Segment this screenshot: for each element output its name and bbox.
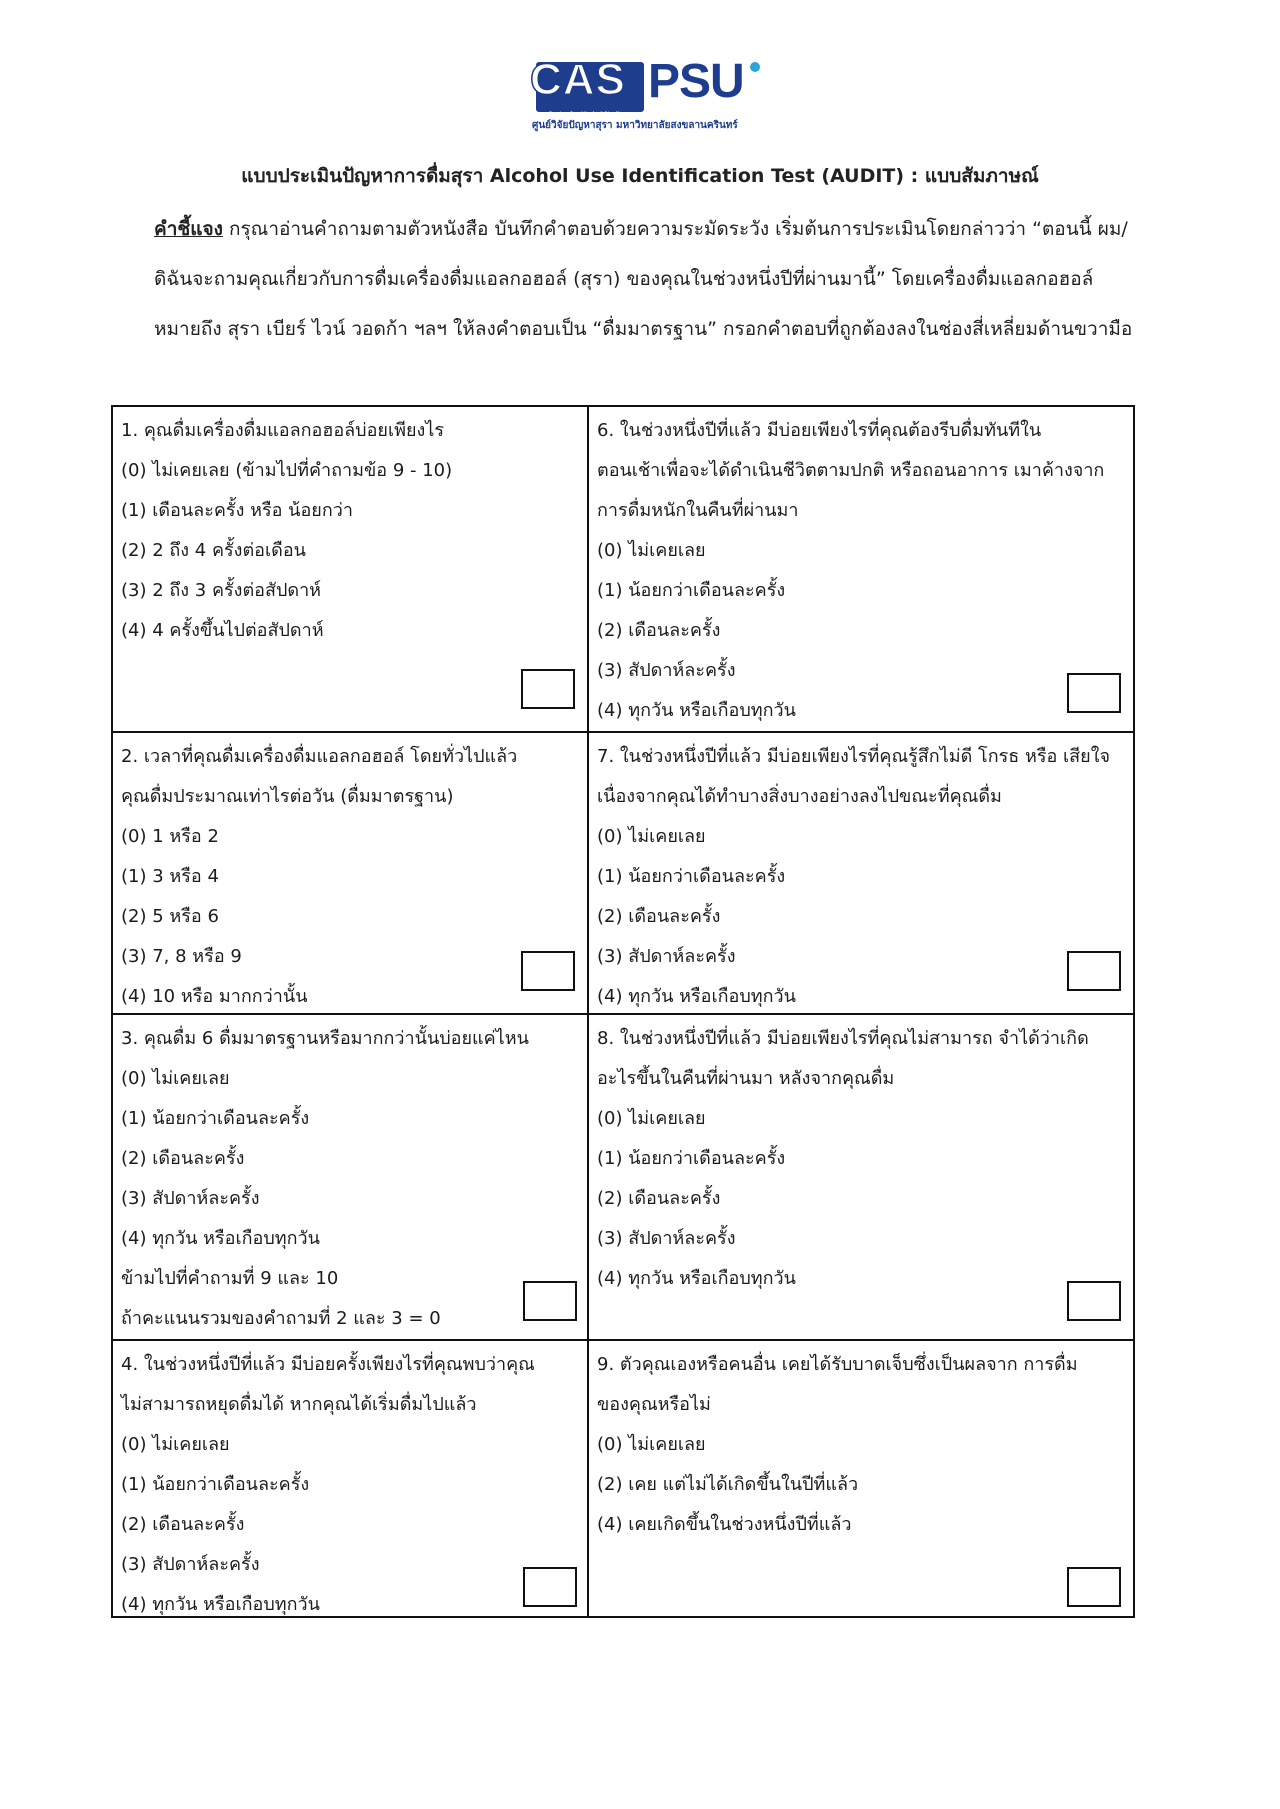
instructions-label: คำชี้แจง [154, 218, 223, 240]
question-8-line: (1) น้อยกว่าเดือนละครั้ง [597, 1148, 786, 1169]
question-3-line: ข้ามไปที่คำถามที่ 9 และ 10 [121, 1268, 339, 1289]
question-6-line: (1) น้อยกว่าเดือนละครั้ง [597, 580, 786, 601]
question-6-line: 6. ในช่วงหนึ่งปีที่แล้ว มีบ่อยเพียงไรที่คุณต้องรีบดื่มทันทีใน [597, 420, 1042, 441]
cas-logo-text: CAS [530, 55, 626, 104]
question-2-line: (4) 10 หรือ มากกว่านั้น [121, 986, 308, 1007]
score-box-q3[interactable] [523, 1281, 577, 1321]
question-4-line: ไม่สามารถหยุดดื่มได้ หากคุณได้เริ่มดื่มไปแล้ว [121, 1394, 477, 1415]
score-box-q7[interactable] [1067, 951, 1121, 991]
question-7-line: (1) น้อยกว่าเดือนละครั้ง [597, 866, 786, 887]
question-1-line: 1. คุณดื่มเครื่องดื่มแอลกอฮอล์บ่อยเพียงไร [121, 420, 445, 441]
question-6-line: (0) ไม่เคยเลย [597, 540, 706, 561]
question-8-line: 8. ในช่วงหนึ่งปีที่แล้ว มีบ่อยเพียงไรที่คุณไม่สามารถ จำได้ว่าเกิด [597, 1028, 1089, 1049]
question-6-line: การดื่มหนักในคืนที่ผ่านมา [597, 500, 799, 521]
psu-logo-text: PSU [648, 55, 744, 108]
question-9-line: 9. ตัวคุณเองหรือคนอื่น เคยได้รับบาดเจ็บซึ่งเป็นผลจาก การดื่ม [597, 1354, 1078, 1375]
question-7-line: (2) เดือนละครั้ง [597, 906, 721, 927]
question-2-line: (1) 3 หรือ 4 [121, 866, 219, 887]
question-3-line: ถ้าคะแนนรวมของคำถามที่ 2 และ 3 = 0 [121, 1308, 441, 1329]
question-cell [589, 733, 1133, 1015]
question-7-line: 7. ในช่วงหนึ่งปีที่แล้ว มีบ่อยเพียงไรที่คุณรู้สึกไม่ดี โกรธ หรือ เสียใจ [597, 746, 1111, 767]
question-1-line: (3) 2 ถึง 3 ครั้งต่อสัปดาห์ [121, 580, 322, 601]
cas-logo-subtext: Centre for Alcohol Studies [548, 111, 627, 118]
question-3-line: (1) น้อยกว่าเดือนละครั้ง [121, 1108, 310, 1129]
question-cell [113, 1341, 589, 1616]
question-2-line: 2. เวลาที่คุณดื่มเครื่องดื่มแอลกอฮอล์ โดยทั่วไปแล้ว [121, 746, 518, 767]
question-8-line: (0) ไม่เคยเลย [597, 1108, 706, 1129]
question-9-line: (2) เคย แต่ไม่ได้เกิดขึ้นในปีที่แล้ว [597, 1474, 859, 1495]
question-9-line: (0) ไม่เคยเลย [597, 1434, 706, 1455]
score-box-q9[interactable] [1067, 1567, 1121, 1607]
question-7-line: (3) สัปดาห์ละครั้ง [597, 946, 736, 967]
question-4-line: (1) น้อยกว่าเดือนละครั้ง [121, 1474, 310, 1495]
question-8-line: (2) เดือนละครั้ง [597, 1188, 721, 1209]
question-2-line: (0) 1 หรือ 2 [121, 826, 219, 847]
score-box-q6[interactable] [1067, 673, 1121, 713]
logo-org-name: ศูนย์วิจัยปัญหาสุรา มหาวิทยาลัยสงขลานครินทร์ [532, 120, 738, 131]
question-2-line: (3) 7, 8 หรือ 9 [121, 946, 242, 967]
question-1-line: (4) 4 ครั้งขึ้นไปต่อสัปดาห์ [121, 620, 324, 641]
question-3-line: (2) เดือนละครั้ง [121, 1148, 245, 1169]
question-4-line: (3) สัปดาห์ละครั้ง [121, 1554, 260, 1575]
question-3-line: (3) สัปดาห์ละครั้ง [121, 1188, 260, 1209]
question-2-line: (2) 5 หรือ 6 [121, 906, 219, 927]
question-cell [113, 1015, 589, 1341]
question-2-line: คุณดื่มประมาณเท่าไรต่อวัน (ดื่มมาตรฐาน) [121, 786, 454, 807]
question-cell [589, 1341, 1133, 1616]
question-1-line: (0) ไม่เคยเลย (ข้ามไปที่คำถามข้อ 9 - 10) [121, 460, 453, 481]
question-8-line: (4) ทุกวัน หรือเกือบทุกวัน [597, 1268, 796, 1289]
question-3-line: 3. คุณดื่ม 6 ดื่มมาตรฐานหรือมากกว่านั้นบ่อยแค่ไหน [121, 1028, 529, 1049]
question-cell [589, 407, 1133, 733]
instructions [154, 204, 1134, 354]
score-box-q2[interactable] [521, 951, 575, 991]
logo-dot-icon [750, 62, 760, 72]
question-cell [113, 407, 589, 733]
question-9-line: (4) เคยเกิดขึ้นในช่วงหนึ่งปีที่แล้ว [597, 1514, 852, 1535]
question-8-line: (3) สัปดาห์ละครั้ง [597, 1228, 736, 1249]
score-box-q1[interactable] [521, 669, 575, 709]
question-7-line: (4) ทุกวัน หรือเกือบทุกวัน [597, 986, 796, 1007]
question-1-line: (2) 2 ถึง 4 ครั้งต่อเดือน [121, 540, 306, 561]
question-cell [589, 1015, 1133, 1341]
question-1-line: (1) เดือนละครั้ง หรือ น้อยกว่า [121, 500, 353, 521]
question-7-line: เนื่องจากคุณได้ทำบางสิ่งบางอย่างลงไปขณะที่คุณดื่ม [597, 786, 1002, 807]
question-6-line: (4) ทุกวัน หรือเกือบทุกวัน [597, 700, 796, 721]
score-box-q8[interactable] [1067, 1281, 1121, 1321]
question-8-line: อะไรขึ้นในคืนที่ผ่านมา หลังจากคุณดื่ม [597, 1068, 895, 1089]
question-6-line: ตอนเช้าเพื่อจะได้ดำเนินชีวิตตามปกติ หรือถอนอาการ เมาค้างจาก [597, 460, 1105, 481]
question-6-line: (2) เดือนละครั้ง [597, 620, 721, 641]
score-box-q4[interactable] [523, 1567, 577, 1607]
question-4-line: (0) ไม่เคยเลย [121, 1434, 230, 1455]
page-title: แบบประเมินปัญหาการดื่มสุรา Alcohol Use Identification Test (AUDIT) : แบบสัมภาษณ์ [241, 165, 1039, 187]
cas-psu-logo [530, 52, 760, 138]
question-6-line: (3) สัปดาห์ละครั้ง [597, 660, 736, 681]
question-table [111, 405, 1135, 1618]
question-3-line: (0) ไม่เคยเลย [121, 1068, 230, 1089]
question-4-line: (4) ทุกวัน หรือเกือบทุกวัน [121, 1594, 320, 1615]
question-3-line: (4) ทุกวัน หรือเกือบทุกวัน [121, 1228, 320, 1249]
question-7-line: (0) ไม่เคยเลย [597, 826, 706, 847]
instructions-text: กรุณาอ่านคำถามตามตัวหนังสือ บันทึกคำตอบด้วยความระมัดระวัง เริ่มต้นการประเมินโดยกล่าวว่า “ตอนนี้ ผม/ดิฉันจะถามคุณเกี่ยวกับการดื่มเครื่องดื่มแอลกอฮอล์ (สุรา) ของคุณในช่วงหนึ่งปีที่ผ่านมานี้” โดยเครื่องดื่มแอลกอฮอล์ หมายถึง สุรา เบียร์ ไวน์ วอดก้า ฯลฯ ให้ลงคำตอบเป็น “ดื่มมาตรฐาน” กรอกคำตอบที่ถูกต้องลงในช่องสี่เหลี่ยมด้านขวามือ [154, 218, 1133, 340]
question-4-line: (2) เดือนละครั้ง [121, 1514, 245, 1535]
question-4-line: 4. ในช่วงหนึ่งปีที่แล้ว มีบ่อยครั้งเพียงไรที่คุณพบว่าคุณ [121, 1354, 535, 1375]
question-9-line: ของคุณหรือไม่ [597, 1394, 711, 1415]
question-cell [113, 733, 589, 1015]
